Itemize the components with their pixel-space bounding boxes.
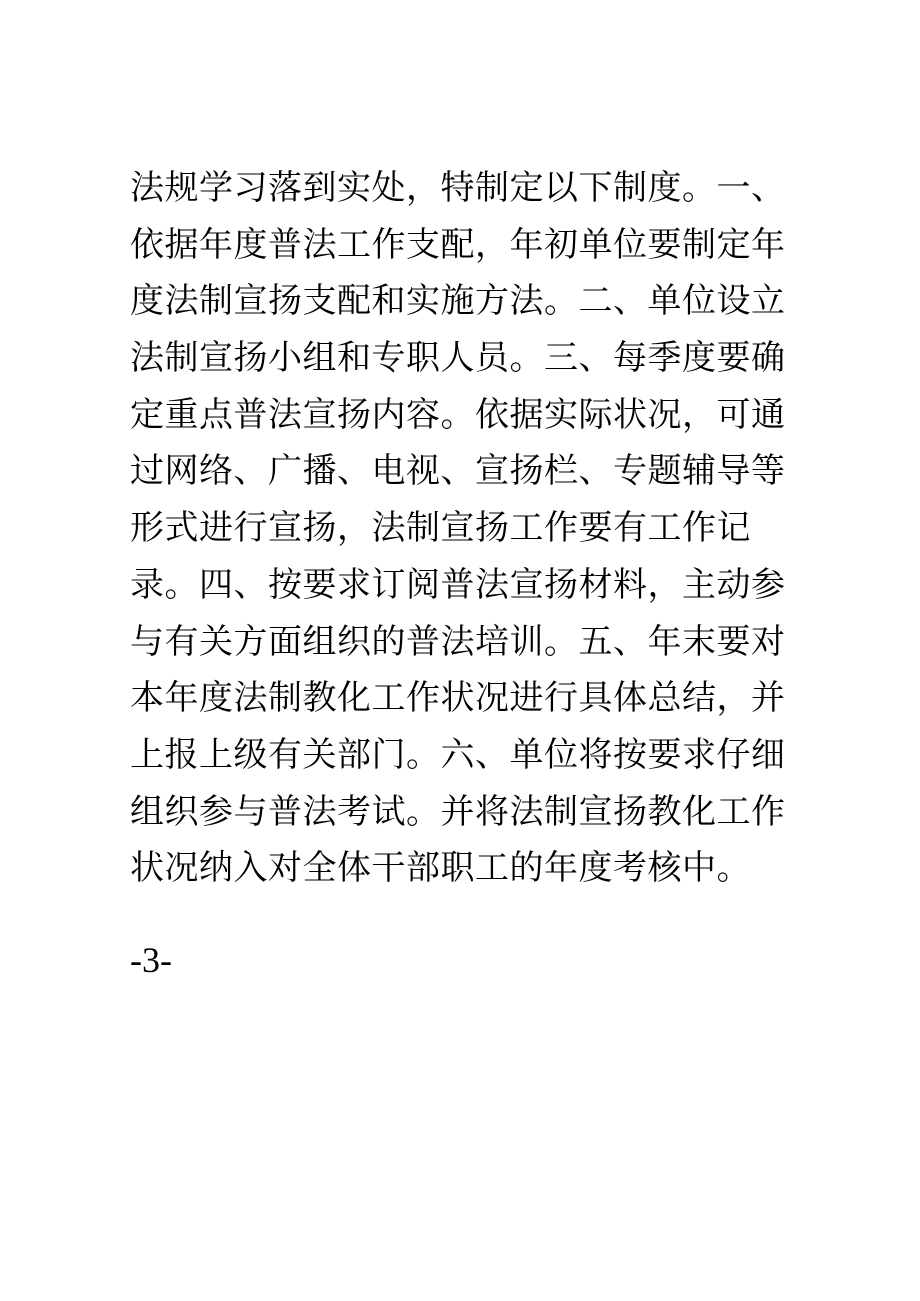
text-line-6: 过网络、广播、电视、宣扬栏、专题辅导等 <box>130 451 786 492</box>
text-line-2: 依据年度普法工作支配，年初单位要制定年 <box>130 224 786 265</box>
text-line-3: 度法制宣扬支配和实施方法。二、单位设立 <box>130 281 786 322</box>
text-line-5: 定重点普法宣扬内容。依据实际状况，可通 <box>130 394 786 435</box>
text-line-1: 法规学习落到实处，特制定以下制度。一、 <box>130 168 786 208</box>
text-line-11: 上报上级有关部门。六、单位将按要求仔细 <box>130 734 786 775</box>
text-line-8: 录。四、按要求订阅普法宣扬材料，主动参 <box>130 564 786 605</box>
body-paragraph <box>130 160 786 897</box>
text-line-13: 状况纳入对全体干部职工的年度考核中。 <box>130 848 751 889</box>
page-number: -3- <box>130 940 172 980</box>
text-line-4: 法制宣扬小组和专职人员。三、每季度要确 <box>130 338 786 379</box>
text-line-9: 与有关方面组织的普法培训。五、年末要对 <box>130 621 786 662</box>
text-line-10: 本年度法制教化工作状况进行具体总结，并 <box>130 678 786 719</box>
text-line-12: 组织参与普法考试。并将法制宣扬教化工作 <box>130 791 786 832</box>
text-line-7: 形式进行宣扬，法制宣扬工作要有工作记 <box>130 508 751 549</box>
